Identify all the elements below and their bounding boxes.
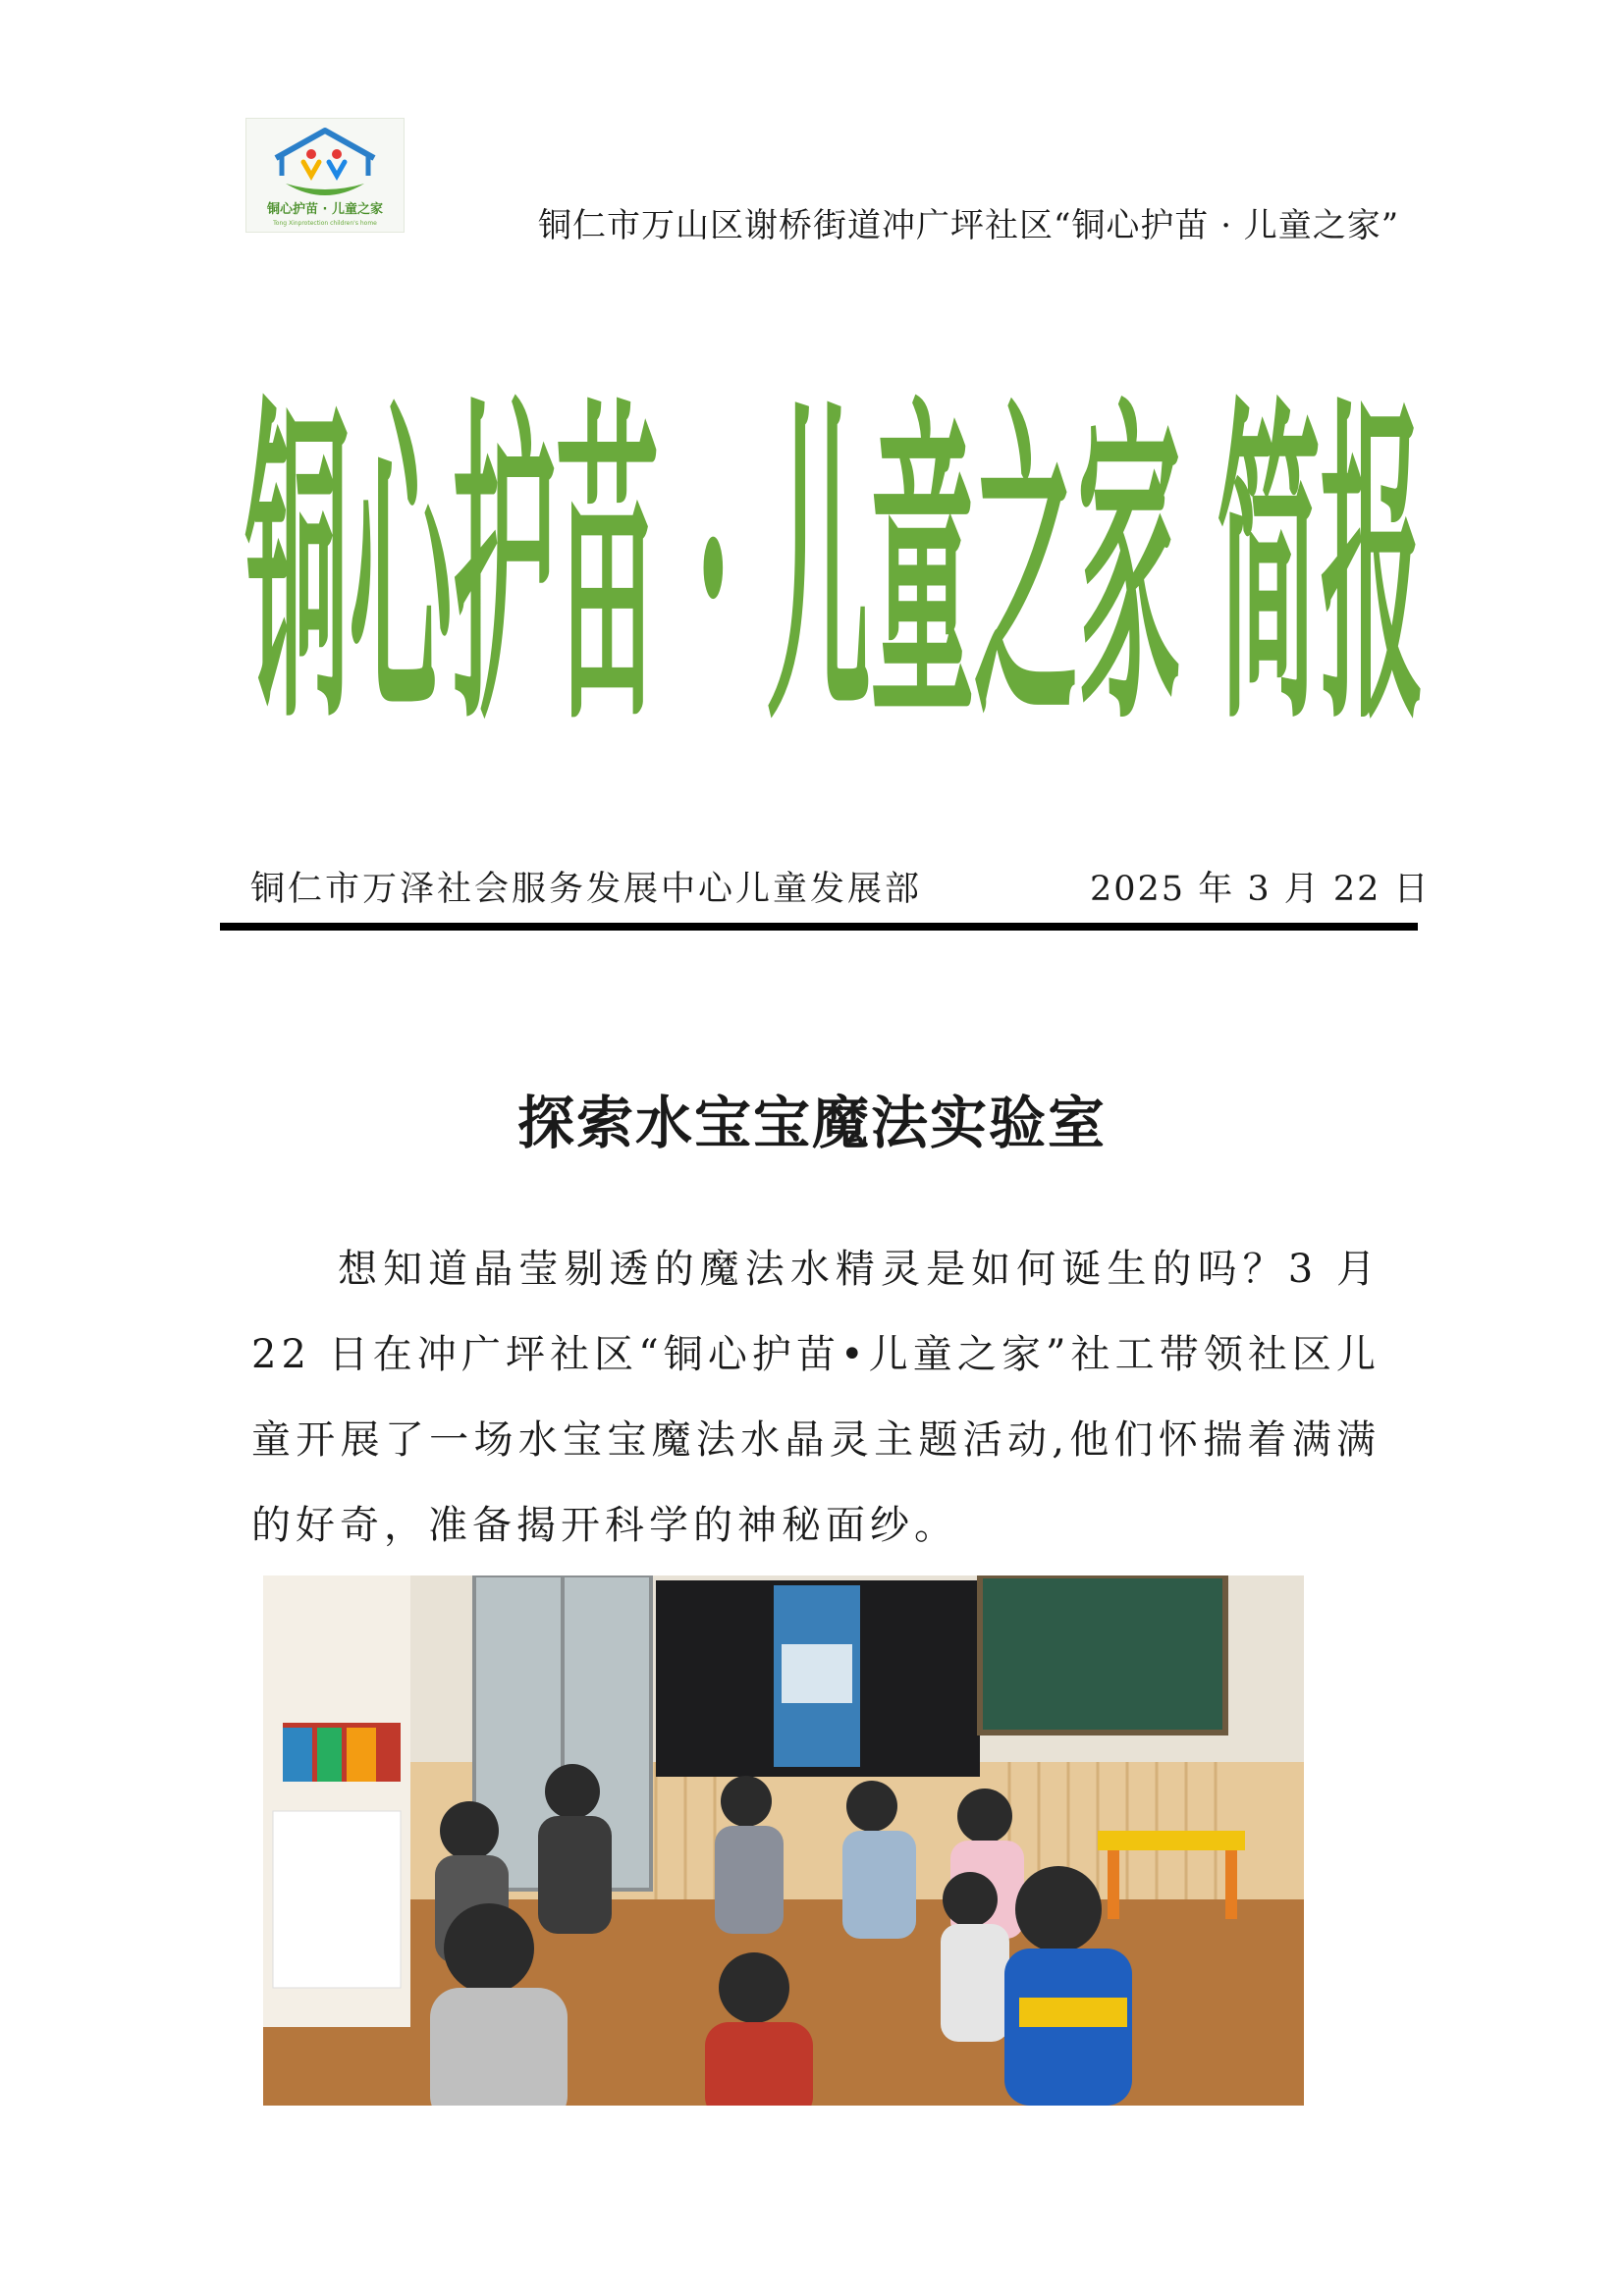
community-line: 铜仁市万山区谢桥街道冲广坪社区“铜心护苗 · 儿童之家” [538, 206, 1400, 245]
masthead-title [236, 324, 1434, 736]
house-logo-icon [246, 119, 404, 232]
issue-date: 2025 年 3 月 22 日 [1090, 870, 1431, 909]
logo-subtext: Tong Xinprotection children's home [273, 220, 377, 227]
classroom-photo [263, 1575, 1304, 2106]
logo [245, 118, 405, 233]
issuer: 铜仁市万泽社会服务发展中心儿童发展部 [250, 870, 923, 909]
header-divider [220, 923, 1418, 931]
logo-text: 铜心护苗 · 儿童之家 [267, 202, 383, 217]
article-title: 探索水宝宝魔法实验室 [516, 1089, 1107, 1156]
article-paragraph: 想知道晶莹剔透的魔法水精灵是如何诞生的吗？3 月 22 日在冲广坪社区“铜心护苗•儿童之家”社工带领社区儿童开展了一场水宝宝魔法水晶灵主题活动,他们怀揣着满满的好奇，准备揭开科学的神秘面纱。 [251, 1247, 1380, 1548]
masthead-text: 铜心护苗 · 儿童之家 简报 [244, 368, 1424, 736]
